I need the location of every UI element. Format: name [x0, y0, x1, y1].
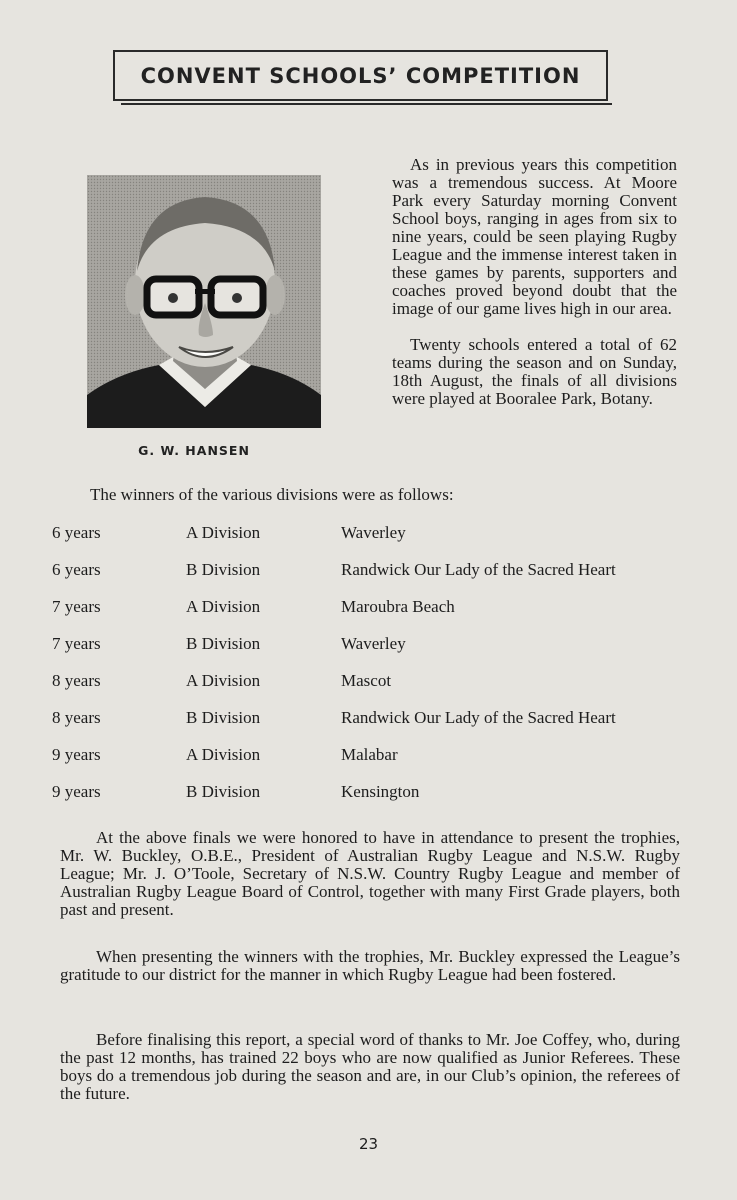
result-row [0, 668, 737, 705]
winner: Kensington [341, 782, 420, 801]
intro-paragraph-1: As in previous years this competition was a tremendous success. At Moore Park every Saturday morning Convent School boys, ranging in ages from six to nine years, could be seen playing Rugby League and the immense interest taken in these games by parents, supporters and coaches proved beyond doubt that the image of our game lives high in our area. [392, 155, 677, 318]
age-group: 6 years [52, 523, 101, 542]
result-row [0, 631, 737, 668]
result-row [0, 705, 737, 742]
result-row [0, 520, 737, 557]
intro-paragraph-2: Twenty schools entered a total of 62 teams during the season and on Sunday, 18th August, the finals of all divisions were played at Booralee Park, Botany. [392, 335, 677, 408]
paragraph-text: At the above finals we were honored to have in attendance to present the trophies, Mr. W. Buckley, O.B.E., President of Australian Rugby League and N.S.W. Rugby League; Mr. J. O’Toole, Secretary of N.S.W. Country Rugby League and member of Australian Rugby League Board of Control, together with many First Grade players, both past and present. [60, 828, 680, 919]
result-row [0, 594, 737, 631]
age-group: 7 years [52, 634, 101, 653]
age-group: 9 years [52, 782, 101, 801]
winner: Maroubra Beach [341, 597, 455, 616]
division: B Division [186, 634, 261, 653]
page-title: CONVENT SCHOOLS’ COMPETITION [140, 63, 581, 88]
winner: Waverley [341, 523, 406, 542]
results-list [0, 520, 737, 816]
division: B Division [186, 782, 261, 801]
body-paragraph-trophies [60, 829, 680, 919]
age-group: 6 years [52, 560, 101, 579]
result-row [0, 557, 737, 594]
winner: Randwick Our Lady of the Sacred Heart [341, 560, 616, 579]
division: A Division [186, 745, 261, 764]
intro-text [392, 156, 677, 408]
result-row [0, 779, 737, 816]
title-box [113, 50, 608, 101]
division: A Division [186, 597, 261, 616]
paragraph-text: When presenting the winners with the trophies, Mr. Buckley expressed the League’s gratitude to our district for the manner in which Rugby League had been fostered. [60, 947, 680, 984]
winner: Malabar [341, 745, 398, 764]
page-number: 23 [358, 1135, 379, 1153]
division: A Division [186, 523, 261, 542]
division: B Division [186, 708, 261, 727]
portrait-image [87, 175, 321, 428]
age-group: 7 years [52, 597, 101, 616]
photo-caption: G. W. HANSEN [138, 443, 250, 458]
paragraph-text: Before finalising this report, a special word of thanks to Mr. Joe Coffey, who, during the past 12 months, has trained 22 boys who are now qualified as Junior Referees. These boys do a tremendous job during the season and are, in our Club’s opinion, the referees of the future. [60, 1030, 680, 1103]
winner: Randwick Our Lady of the Sacred Heart [341, 708, 616, 727]
result-row [0, 742, 737, 779]
age-group: 8 years [52, 708, 101, 727]
age-group: 8 years [52, 671, 101, 690]
portrait-photo [87, 175, 321, 428]
division: A Division [186, 671, 261, 690]
body-paragraph-gratitude [60, 948, 680, 984]
winners-intro: The winners of the various divisions were as follows: [90, 485, 454, 504]
body-paragraph-referees [60, 1031, 680, 1103]
winner: Mascot [341, 671, 392, 690]
division: B Division [186, 560, 261, 579]
age-group: 9 years [52, 745, 101, 764]
winner: Waverley [341, 634, 406, 653]
